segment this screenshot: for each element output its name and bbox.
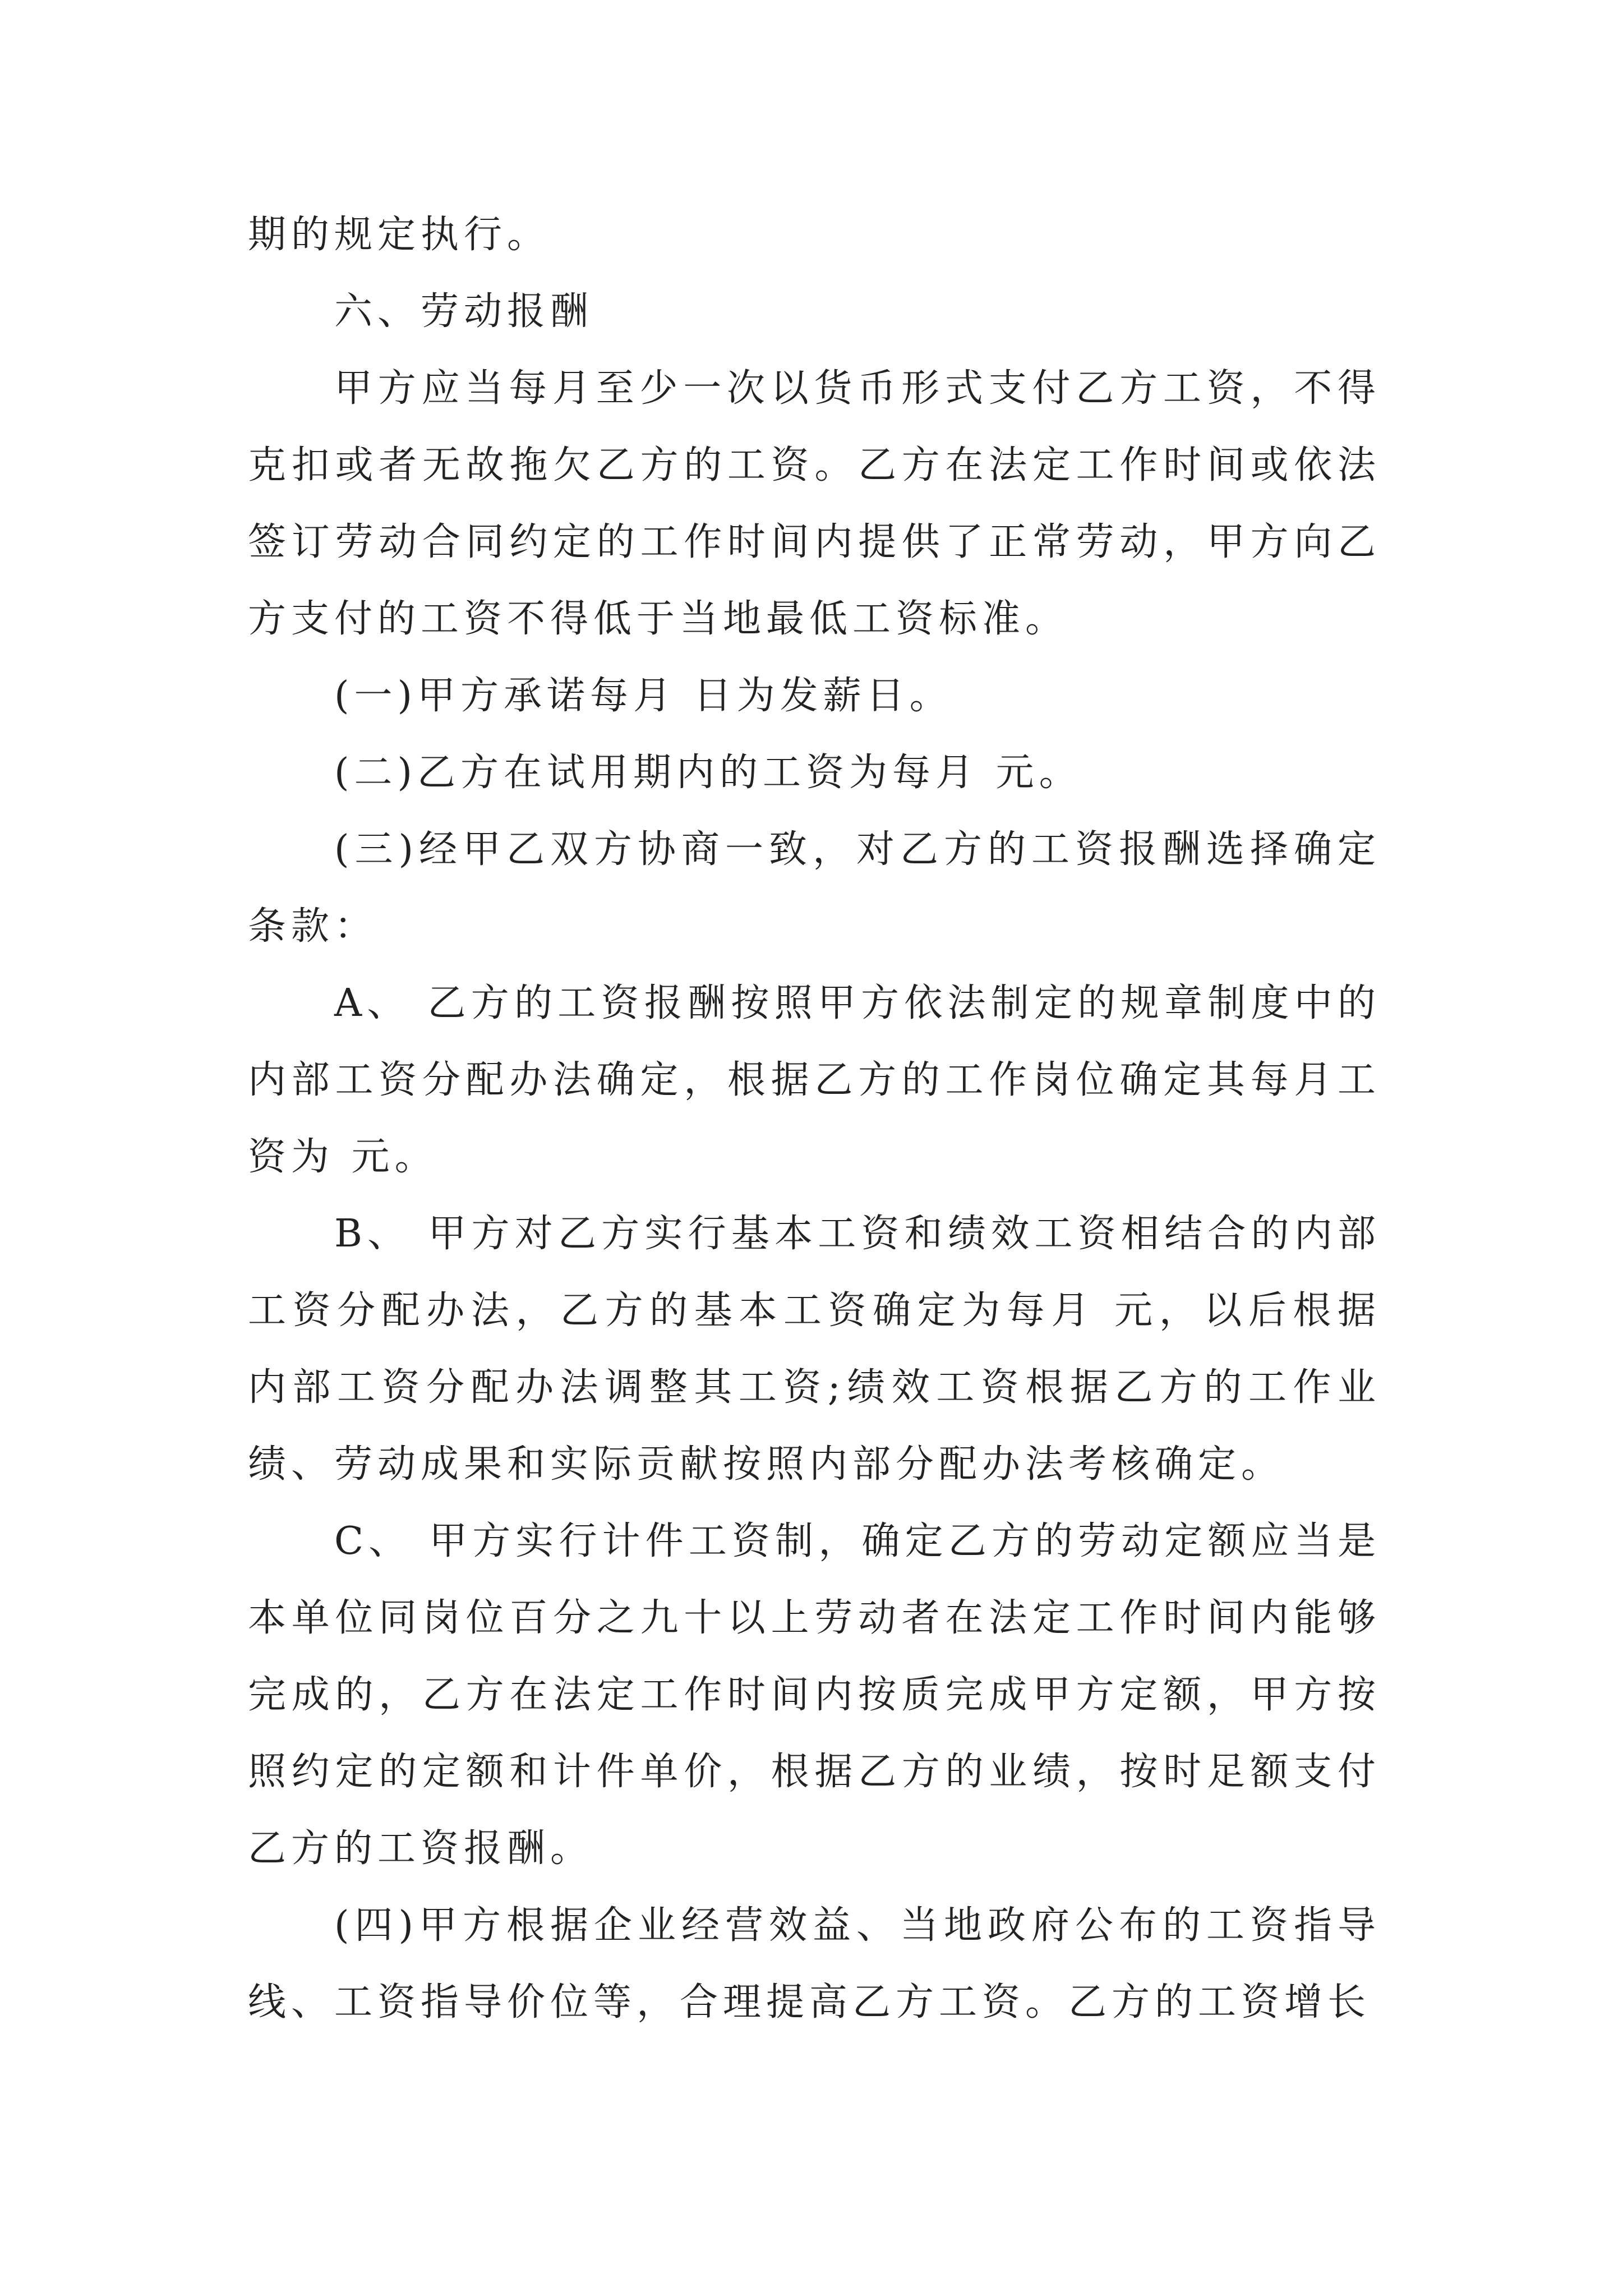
- clause-wage-option-selection: (三)经甲乙双方协商一致，对乙方的工资报酬选择确定条款：: [248, 827, 1381, 949]
- document-body: [248, 196, 1381, 2041]
- option-c: C、 甲方实行计件工资制，确定乙方的劳动定额应当是本单位同岗位百分之九十以上劳动者在法定工作时间内能够完成的，乙方在法定工作时间内按质完成甲方定额，甲方按照约定的定额和计件单价，根据乙方的业绩，按时足额支付乙方的工资报酬。: [248, 1519, 1381, 1871]
- clause-payday: (一)甲方承诺每月 日为发薪日。: [334, 674, 953, 718]
- paragraph-wage-payment: 甲方应当每月至少一次以货币形式支付乙方工资，不得克扣或者无故拖欠乙方的工资。乙方在法定工作时间或依法签订劳动合同约定的工作时间内提供了正常劳动，甲方向乙方支付的工资不得低于当地最低工资标准。: [248, 366, 1381, 641]
- option-b: B、 甲方对乙方实行基本工资和绩效工资相结合的内部工资分配办法，乙方的基本工资确定为每月 元，以后根据内部工资分配办法调整其工资;绩效工资根据乙方的工作业绩、劳动成果和实际贡献按照内部分配办法考核确定。: [248, 1212, 1381, 1487]
- paragraph-continuation: 期的规定执行。: [248, 213, 551, 257]
- section-heading-labor-remuneration: 六、劳动报酬: [334, 289, 594, 334]
- option-a: A、 乙方的工资报酬按照甲方依法制定的规章制度中的内部工资分配办法确定，根据乙方的工作岗位确定其每月工资为 元。: [248, 981, 1381, 1179]
- clause-wage-increase: (四)甲方根据企业经营效益、当地政府公布的工资指导线、工资指导价位等，合理提高乙方工资。乙方的工资增长: [248, 1903, 1381, 2024]
- clause-probation-wage: (二)乙方在试用期内的工资为每月 元。: [334, 751, 1082, 795]
